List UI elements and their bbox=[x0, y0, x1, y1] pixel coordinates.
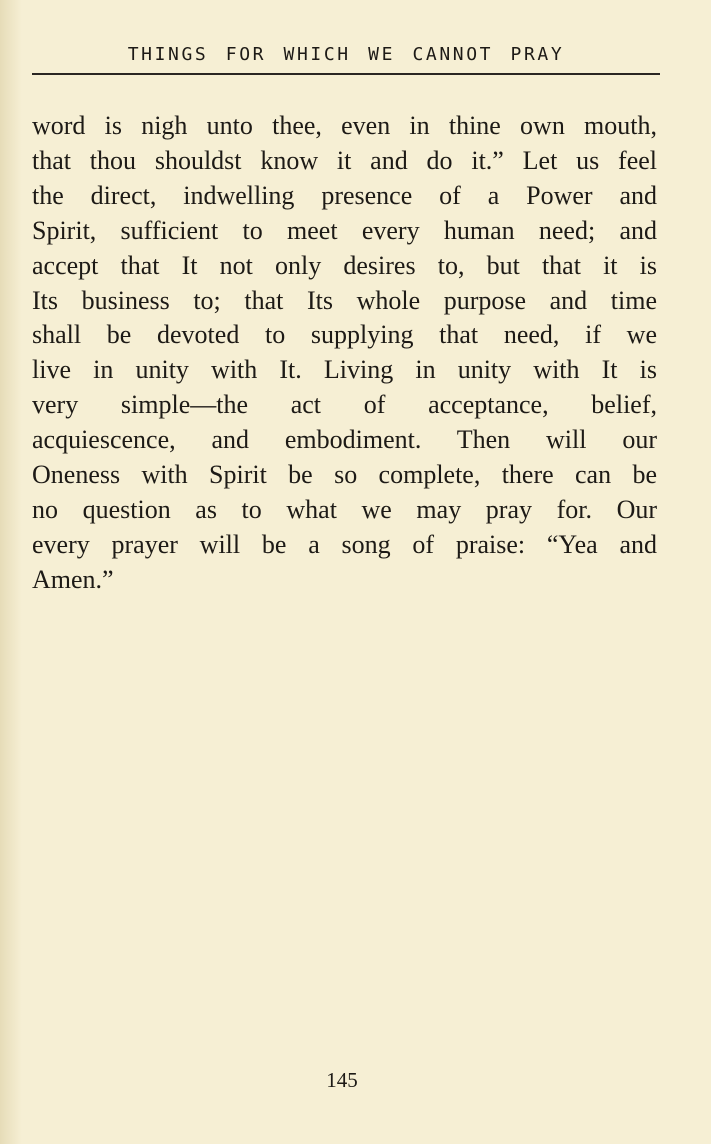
text-line: every prayer will be a song of praise: “Yea and bbox=[32, 529, 657, 559]
text-line: accept that It not only desires to, but that it is bbox=[32, 250, 657, 280]
text-line: Its business to; that Its whole purpose and time bbox=[32, 285, 657, 315]
text-line: very simple—the act of acceptance, belief, bbox=[32, 390, 657, 420]
running-head: THINGS FOR WHICH WE CANNOT PRAY bbox=[127, 44, 565, 65]
header-rule bbox=[32, 73, 660, 75]
text-line: live in unity with It. Living in unity with It is bbox=[32, 355, 657, 385]
text-line: that thou shouldst know it and do it.” Let us feel bbox=[32, 145, 657, 175]
text-line: Amen.” bbox=[32, 564, 114, 594]
text-line: shall be devoted to supplying that need, if we bbox=[32, 320, 657, 350]
text-line: no question as to what we may pray for. Our bbox=[32, 494, 657, 524]
text-line: Oneness with Spirit be so complete, there can be bbox=[32, 460, 657, 490]
text-line: word is nigh unto thee, even in thine own mouth, bbox=[32, 111, 657, 140]
text-line: Spirit, sufficient to meet every human need; and bbox=[32, 215, 657, 245]
page-number: 145 bbox=[326, 1068, 358, 1092]
text-line: the direct, indwelling presence of a Power and bbox=[32, 180, 657, 210]
text-line: acquiescence, and embodiment. Then will our bbox=[32, 425, 657, 455]
body-text bbox=[32, 109, 657, 598]
page-edge-shadow bbox=[0, 0, 22, 1144]
